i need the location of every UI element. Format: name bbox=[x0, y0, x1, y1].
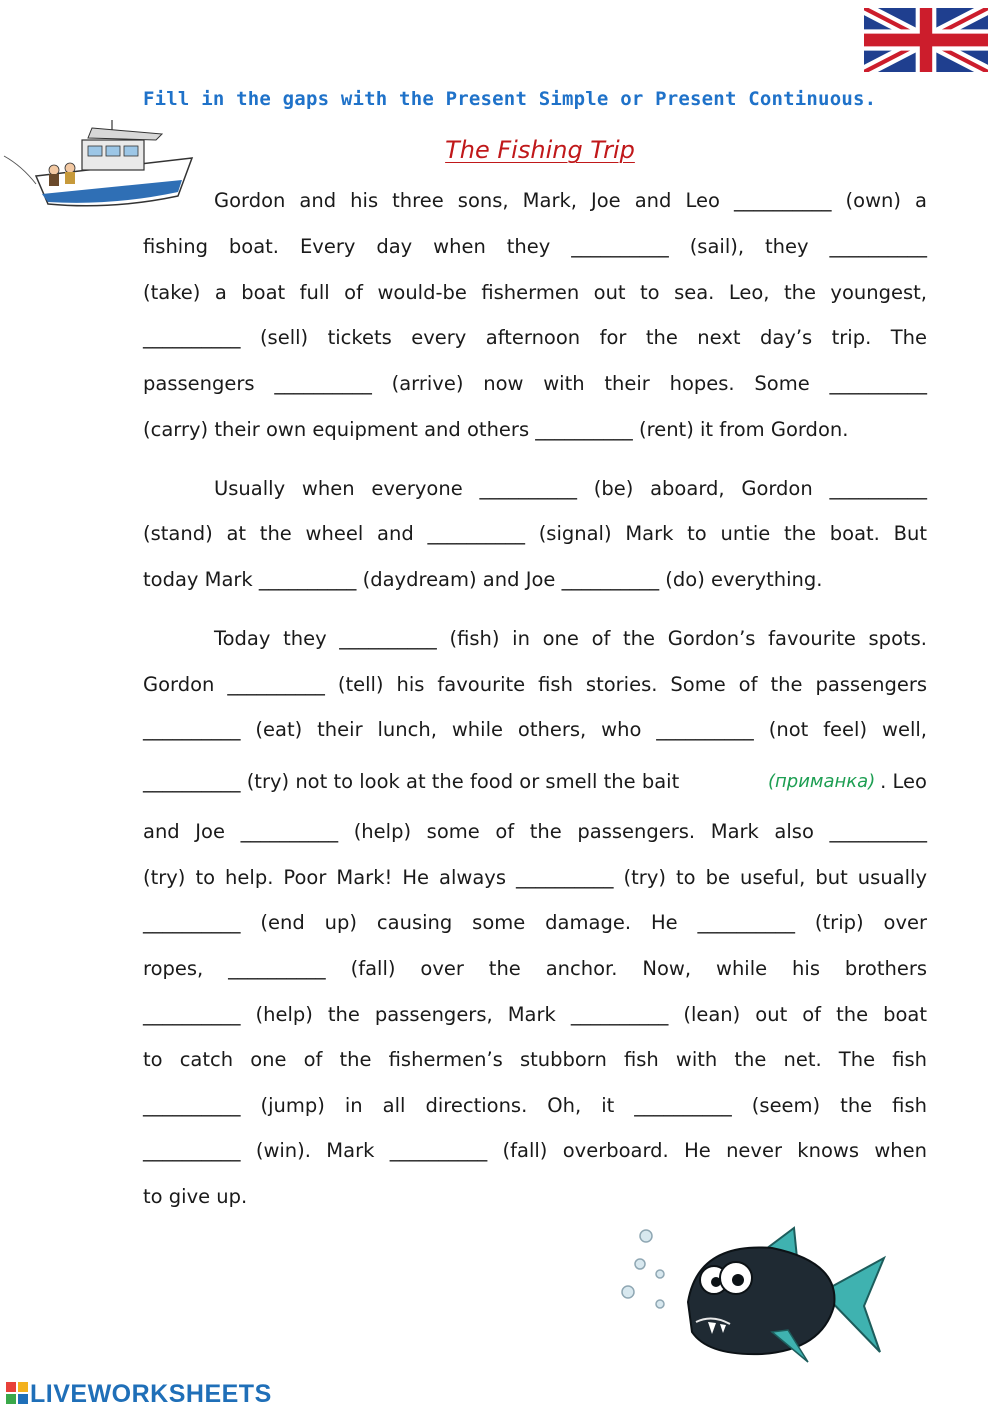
text-line: __________ (end up) causing some damage. He __________ (trip) over bbox=[143, 911, 927, 934]
text-line: __________ (sell) tickets every afternoon for the next day’s trip. The bbox=[143, 326, 927, 349]
text-line: __________ (win). Mark __________ (fall) overboard. He never knows when bbox=[143, 1139, 927, 1162]
text-line: to give up. bbox=[143, 1185, 248, 1208]
text-line: to catch one of the fishermen’s stubborn fish with the net. The fish bbox=[143, 1048, 927, 1071]
fishing-boat-illustration bbox=[2, 118, 200, 218]
text-line: Usually when everyone __________ (be) aboard, Gordon __________ bbox=[214, 477, 927, 500]
piranha-fish-illustration bbox=[612, 1222, 892, 1372]
text-line: today Mark __________ (daydream) and Joe __________ (do) everything. bbox=[143, 568, 823, 591]
text-line: Gordon __________ (tell) his favourite fish stories. Some of the passengers bbox=[143, 673, 927, 696]
text-line: passengers __________ (arrive) now with their hopes. Some __________ bbox=[143, 372, 927, 395]
text-line: (take) a boat full of would-be fishermen out to sea. Leo, the youngest, bbox=[143, 281, 927, 304]
text-line: (carry) their own equipment and others __________ (rent) it from Gordon. bbox=[143, 418, 849, 441]
worksheet-title: The Fishing Trip bbox=[445, 136, 635, 164]
liveworksheets-logo-icon bbox=[6, 1382, 28, 1406]
liveworksheets-logo-text: LIVEWORKSHEETS bbox=[30, 1379, 272, 1408]
text-line: __________ (help) the passengers, Mark __________ (lean) out of the boat bbox=[143, 1003, 927, 1026]
text-line: ropes, __________ (fall) over the anchor. Now, while his brothers bbox=[143, 957, 927, 980]
liveworksheets-logo bbox=[6, 1380, 272, 1408]
text-line: Today they __________ (fish) in one of the Gordon’s favourite spots. bbox=[214, 627, 927, 650]
instruction-heading: Fill in the gaps with the Present Simple or Present Continuous. bbox=[143, 88, 877, 110]
text-line: and Joe __________ (help) some of the passengers. Mark also __________ bbox=[143, 820, 927, 843]
text-line: __________ (jump) in all directions. Oh, it __________ (seem) the fish bbox=[143, 1094, 927, 1117]
text-line: . Leo bbox=[880, 770, 927, 793]
russian-translation: (приманка) bbox=[768, 771, 876, 792]
text-line: __________ (eat) their lunch, while others, who __________ (not feel) well, bbox=[143, 718, 927, 741]
text-line: __________ (try) not to look at the food or smell the bait bbox=[143, 770, 680, 793]
text-line: (try) to help. Poor Mark! He always __________ (try) to be useful, but usually bbox=[143, 866, 927, 889]
text-line: fishing boat. Every day when they __________ (sail), they __________ bbox=[143, 235, 927, 258]
uk-flag-icon bbox=[864, 8, 988, 72]
text-line: Gordon and his three sons, Mark, Joe and Leo __________ (own) a bbox=[214, 189, 927, 212]
text-line: (stand) at the wheel and __________ (signal) Mark to untie the boat. But bbox=[143, 522, 927, 545]
